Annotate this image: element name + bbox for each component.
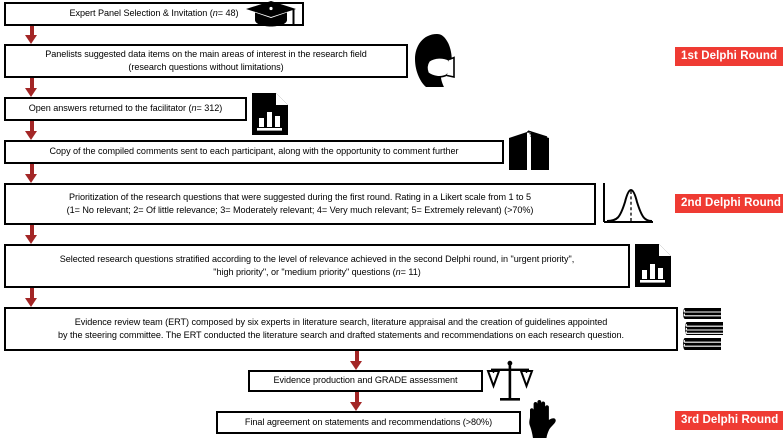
evidence-review-team-box (4, 307, 678, 351)
node-line: Prioritization of the research questions that were suggested during the first round. Rating in a Likert scale from 1 to 5 (68, 191, 532, 202)
panelists-suggested-items-box (4, 44, 408, 78)
flow-arrowhead (350, 402, 362, 411)
node-line: Open answers returned to the facilitator (n= 312) (28, 103, 223, 114)
node-line: Copy of the compiled comments sent to each participant, along with the opportunity to comment further (49, 146, 459, 157)
flow-arrowhead (25, 174, 37, 183)
flow-arrowhead (25, 35, 37, 44)
prioritization-likert-box (4, 183, 596, 225)
node-line: (1= No relevant; 2= Of little relevance; 3= Moderately relevant; 4= Very much relevant; 5= Extremely relevant) (>70%) (66, 205, 534, 215)
node-line: (research questions without limitations) (128, 62, 284, 72)
node-line: Selected research questions stratified according to the level of relevance achieved in the second Delphi round, in "urgent priority", (59, 253, 575, 264)
flow-arrowhead (25, 131, 37, 140)
document-chart-icon (250, 92, 290, 136)
flow-arrowhead (350, 361, 362, 370)
node-line: Panelists suggested data items on the main areas of interest in the research field (45, 48, 367, 59)
node-line: "high priority", or "medium priority" questions (n= 11) (213, 267, 421, 277)
round-badge-2nd-delphi: 2nd Delphi Round (675, 194, 783, 213)
node-line: by the steering committee. The ERT conducted the literature search and drafted statements and recommendations on each research question. (58, 330, 624, 340)
round-badge-3rd-delphi: 3rd Delphi Round (675, 411, 783, 430)
compiled-comments-box (4, 140, 504, 164)
bell-curve-icon (599, 180, 657, 228)
open-answers-returned-box (4, 97, 247, 121)
flow-arrowhead (25, 298, 37, 307)
graduation-cap-icon (243, 0, 299, 29)
books-stack-icon (681, 305, 725, 352)
evidence-production-grade-box (248, 370, 483, 392)
document-chart-icon (633, 243, 673, 288)
selected-questions-stratified-box (4, 244, 630, 288)
node-line: Evidence review team (ERT) composed by six experts in literature search, literature appraisal and the creation of guidelines appointed (74, 316, 608, 327)
round-badge-1st-delphi: 1st Delphi Round (675, 47, 783, 66)
scales-of-justice-icon (485, 360, 535, 404)
flow-arrowhead (25, 88, 37, 97)
masked-face-icon (411, 33, 457, 89)
node-line: Expert Panel Selection & Invitation (n= 48) (69, 8, 239, 19)
raised-hand-icon (524, 399, 562, 438)
open-book-icon (505, 128, 553, 174)
node-line: Final agreement on statements and recommendations (>80%) (244, 416, 493, 427)
final-agreement-box (216, 411, 521, 434)
node-line: Evidence production and GRADE assessment (273, 375, 458, 386)
flow-arrowhead (25, 235, 37, 244)
